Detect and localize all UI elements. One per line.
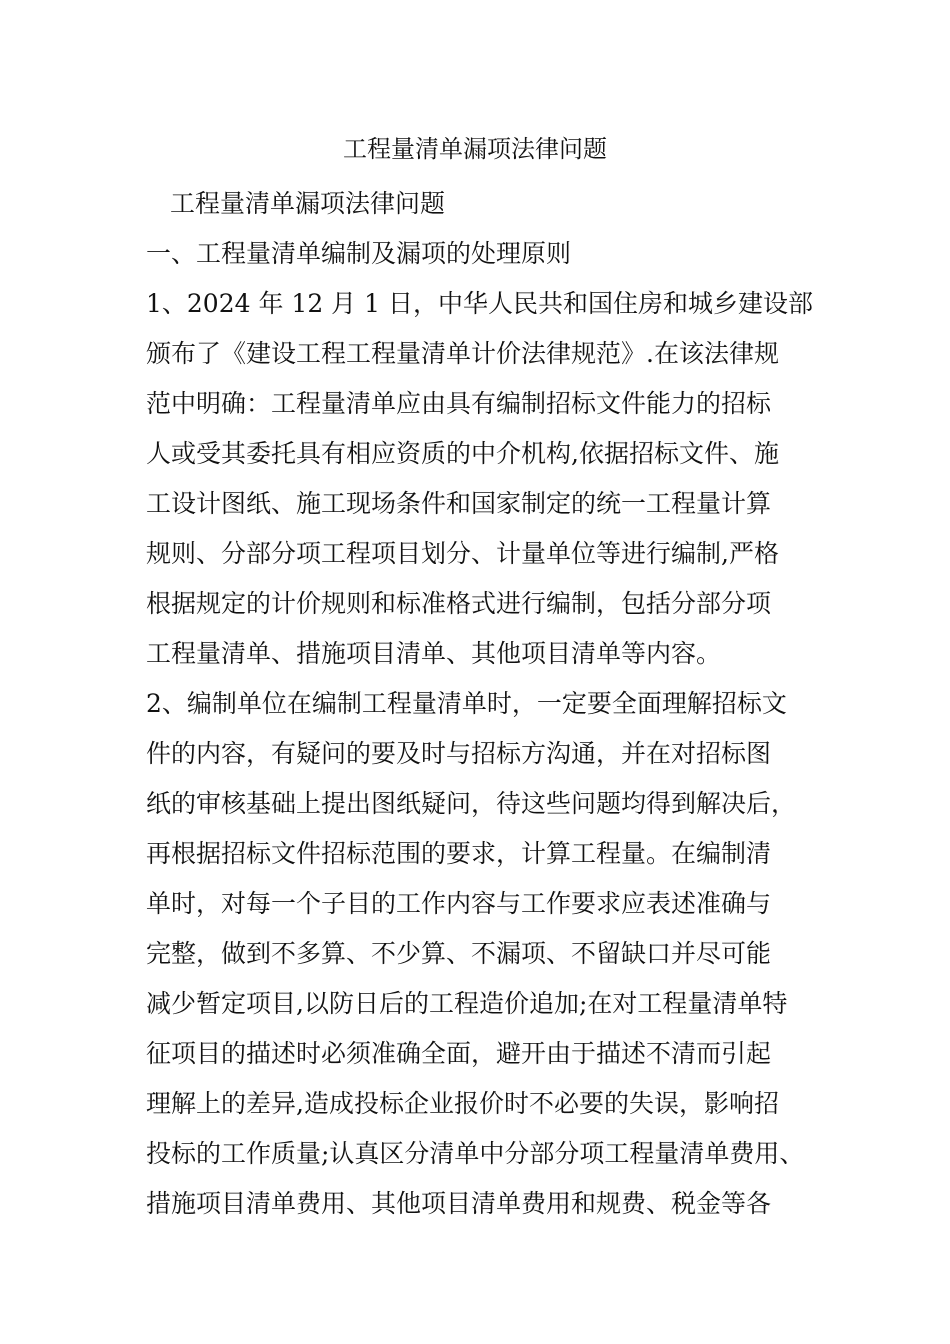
paragraph-line: 规则、分部分项工程项目划分、计量单位等进行编制,严格	[146, 539, 779, 568]
paragraph-line: 工程量清单、措施项目清单、其他项目清单等内容。	[146, 639, 722, 668]
paragraph-line: 2、编制单位在编制工程量清单时，一定要全面理解招标文	[146, 689, 787, 718]
paragraph-line: 件的内容，有疑问的要及时与招标方沟通，并在对招标图	[146, 739, 772, 768]
paragraph-line: 完整，做到不多算、不少算、不漏项、不留缺口并尽可能	[146, 939, 772, 968]
paragraph-line: 1、2024 年 12 月 1 日，中华人民共和国住房和城乡建设部	[146, 289, 813, 318]
paragraph-line: 范中明确：工程量清单应由具有编制招标文件能力的招标	[146, 389, 772, 418]
paragraph-line: 工设计图纸、施工现场条件和国家制定的统一工程量计算	[146, 489, 772, 518]
paragraph-line: 措施项目清单费用、其他项目清单费用和规费、税金等各	[146, 1189, 772, 1218]
paragraph-line: 投标的工作质量;认真区分清单中分部分项工程量清单费用、	[146, 1139, 805, 1168]
paragraph-line: 颁布了《建设工程工程量清单计价法律规范》.在该法律规	[146, 339, 779, 368]
paragraph-line: 减少暂定项目,以防日后的工程造价追加;在对工程量清单特	[146, 989, 788, 1018]
paragraph-line: 纸的审核基础上提出图纸疑问，待这些问题均得到解决后，	[146, 789, 797, 818]
paragraph-line: 征项目的描述时必须准确全面，避开由于描述不清而引起	[146, 1039, 772, 1068]
body-heading-line: 工程量清单漏项法律问题	[170, 189, 446, 218]
paragraph-line: 根据规定的计价规则和标准格式进行编制，包括分部分项	[146, 589, 772, 618]
paragraph-line: 理解上的差异,造成投标企业报价时不必要的失误，影响招	[146, 1089, 779, 1118]
document-title: 工程量清单漏项法律问题	[343, 135, 607, 163]
section-heading-line: 一、工程量清单编制及漏项的处理原则	[146, 239, 572, 268]
paragraph-line: 单时，对每一个子目的工作内容与工作要求应表述准确与	[146, 889, 772, 918]
paragraph-line: 再根据招标文件招标范围的要求，计算工程量。在编制清	[146, 839, 772, 868]
document-body	[146, 179, 816, 1229]
paragraph-line: 人或受其委托具有相应资质的中介机构,依据招标文件、施	[146, 439, 779, 468]
